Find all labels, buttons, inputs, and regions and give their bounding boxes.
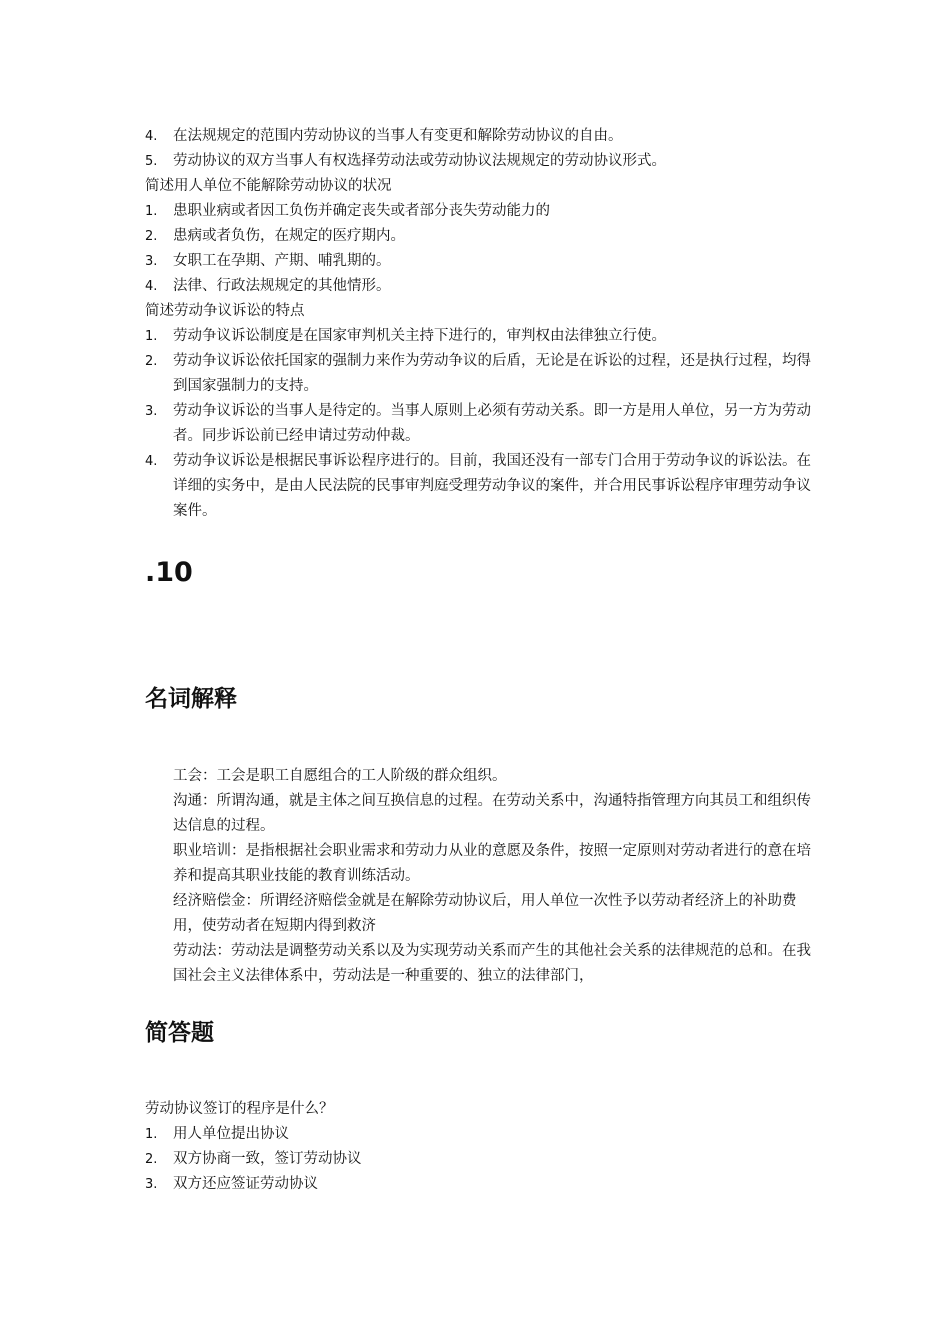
term-definition: 劳动法：劳动法是调整劳动关系以及为实现劳动关系而产生的其他社会关系的法律规范的总和。在我国社会主义法律体系中，劳动法是一种重要的、独立的法律部门，	[173, 943, 811, 984]
list-item	[145, 124, 835, 149]
list-c	[145, 324, 825, 524]
list-text: 双方协商一致，签订劳动协议	[173, 1151, 362, 1167]
list-b	[145, 199, 835, 299]
list-item	[145, 449, 825, 524]
list-text: 在法规规定的范围内劳动协议的当事人有变更和解除劳动协议的自由。	[173, 128, 623, 144]
list-item	[145, 1147, 835, 1172]
list-item	[145, 249, 835, 274]
list-number: 2.	[145, 1152, 158, 1167]
list-text: 用人单位提出协议	[173, 1126, 289, 1142]
question-text: 劳动协议签订的程序是什么？	[145, 1101, 334, 1117]
list-number: 4.	[145, 279, 158, 294]
list-item	[145, 399, 825, 449]
list-number: 2.	[145, 354, 158, 369]
term-definition: 沟通：所谓沟通，就是主体之间互换信息的过程。在劳动关系中，沟通特指管理方向其员工和组织传达信息的过程。	[173, 793, 811, 834]
list-item	[145, 349, 825, 399]
list-text: 法律、行政法规规定的其他情形。	[173, 278, 391, 294]
list-item	[145, 1172, 835, 1197]
list-item	[145, 1122, 835, 1147]
list-number: 1.	[145, 204, 158, 219]
list-item	[145, 274, 835, 299]
big-heading: .10	[145, 557, 193, 588]
list-text: 双方还应签证劳动协议	[173, 1176, 318, 1192]
terms-list	[145, 764, 825, 989]
list-number: 5.	[145, 154, 158, 169]
list-number: 3.	[145, 404, 158, 419]
list-text: 劳动争议诉讼是根据民事诉讼程序进行的。目前，我国还没有一部专门合用于劳动争议的诉讼法。在详细的实务中，是由人民法院的民事审判庭受理劳动争议的案件，并合用民事诉讼程序审理劳动争议案件。	[173, 453, 811, 519]
list-a	[145, 124, 835, 174]
list-text: 患病或者负伤，在规定的医疗期内。	[173, 228, 405, 244]
list-item	[145, 324, 825, 349]
paragraph-heading-c: 简述劳动争议诉讼的特点	[145, 303, 305, 319]
list-text: 劳动争议诉讼制度是在国家审判机关主持下进行的，审判权由法律独立行使。	[173, 328, 666, 344]
section-heading-terms: 名词解释	[145, 686, 237, 712]
list-item	[145, 199, 835, 224]
list-number: 3.	[145, 1177, 158, 1192]
list-number: 4.	[145, 454, 158, 469]
term-definition: 经济赔偿金：所谓经济赔偿金就是在解除劳动协议后，用人单位一次性予以劳动者经济上的补助费用，使劳动者在短期内得到救济	[173, 893, 797, 934]
list-number: 1.	[145, 329, 158, 344]
term-definition: 工会：工会是职工自愿组合的工人阶级的群众组织。	[173, 768, 507, 784]
list-item	[145, 149, 835, 174]
list-text: 患职业病或者因工负伤并确定丧失或者部分丧失劳动能力的	[173, 203, 550, 219]
list-text: 劳动协议的双方当事人有权选择劳动法或劳动协议法规规定的劳动协议形式。	[173, 153, 666, 169]
list-text: 女职工在孕期、产期、哺乳期的。	[173, 253, 391, 269]
list-number: 1.	[145, 1127, 158, 1142]
list-number: 3.	[145, 254, 158, 269]
term-definition: 职业培训：是指根据社会职业需求和劳动力从业的意愿及条件，按照一定原则对劳动者进行的意在培养和提高其职业技能的教育训练活动。	[173, 843, 811, 884]
list-text: 劳动争议诉讼依托国家的强制力来作为劳动争议的后盾，无论是在诉讼的过程，还是执行过程，均得到国家强制力的支持。	[173, 353, 811, 394]
list-text: 劳动争议诉讼的当事人是待定的。当事人原则上必须有劳动关系。即一方是用人单位，另一方为劳动者。同步诉讼前已经申请过劳动仲裁。	[173, 403, 811, 444]
list-item	[145, 224, 835, 249]
list-number: 2.	[145, 229, 158, 244]
paragraph-heading-b: 简述用人单位不能解除劳动协议的状况	[145, 178, 392, 194]
list-number: 4.	[145, 129, 158, 144]
list-d	[145, 1122, 835, 1197]
section-heading-qa: 简答题	[145, 1020, 214, 1046]
